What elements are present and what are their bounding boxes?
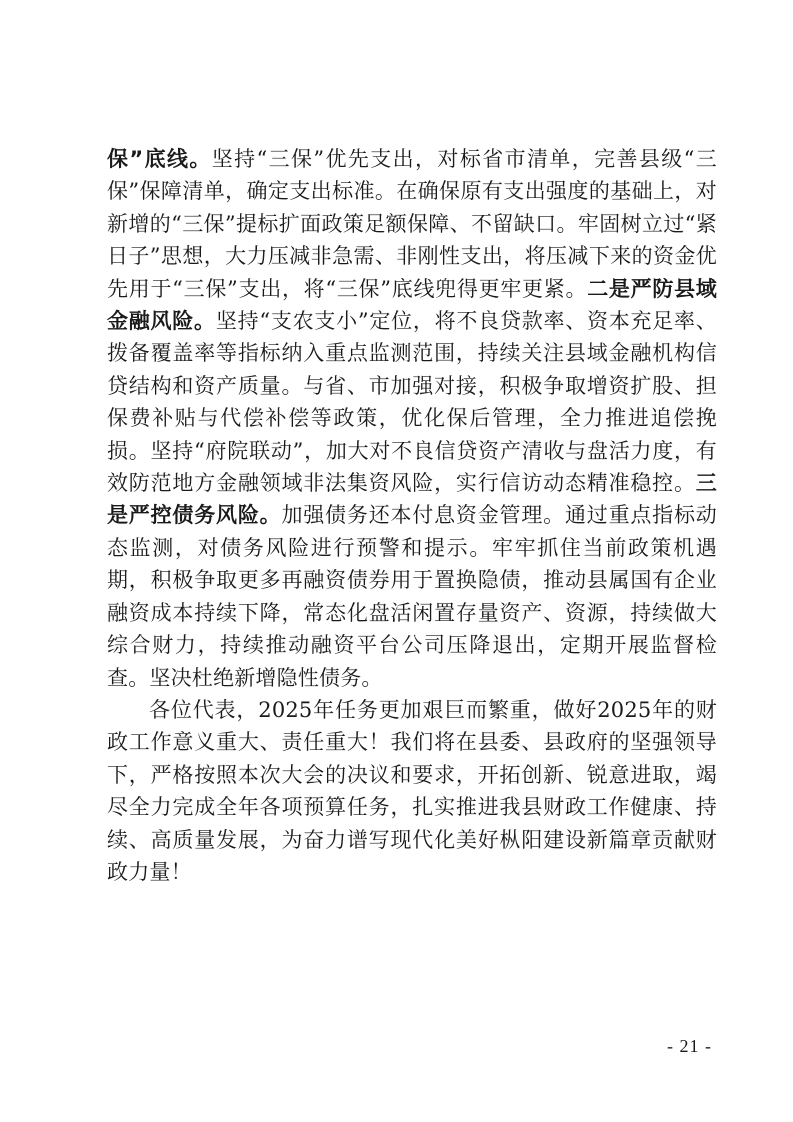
paragraph bbox=[107, 143, 717, 694]
paragraph-text: 加强债务还本付息资金管理。通过重点指标动态监测，对债务风险进行预警和提示。牢牢抓住当前政策机遇期，积极争取更多再融资债券用于置换隐债，推动县属国有企业融资成本持续下降，常态化盘活闲置存量资产、资源，持续做大综合财力，持续推动融资平台公司压降退出，定期开展监督检查。坚决杜绝新增隐性债务。 bbox=[107, 503, 718, 690]
paragraph-text: 各位代表，2025年任务更加艰巨而繁重，做好2025年的财政工作意义重大、责任重大！我们将在县委、县政府的坚强领导下，严格按照本次大会的决议和要求，开拓创新、锐意进取，竭尽全力完成全年各项预算任务，扎实推进我县财政工作健康、持续、高质量发展，为奋力谱写现代化美好枞阳建设新篇章贡献财政力量！ bbox=[107, 697, 717, 884]
paragraph-text: 坚持“支农支小”定位，将不良贷款率、资本充足率、拨备覆盖率等指标纳入重点监测范围，持续关注县域金融机构信贷结构和资产质量。与省、市加强对接，积极争取增资扩股、担保费补贴与代偿补偿等政策，优化保后管理，全力推进追偿挽损。坚持“府院联动”，加大对不良信贷资产清收与盘活力度，有效防范地方金融领域非法集资风险，实行信访动态精准稳控。 bbox=[107, 309, 717, 496]
paragraph-text: 坚持“三保”优先支出，对标省市清单，完善县级“三保”保障清单，确定支出标准。在确保原有支出强度的基础上，对新增的“三保”提标扩面政策足额保障、不留缺口。牢固树立过“紧日子”思想，大力压减非急需、非刚性支出，将压减下来的资金优先用于“三保”支出，将“三保”底线兜得更牢更紧。 bbox=[107, 147, 717, 301]
body-text bbox=[107, 143, 717, 888]
bold-heading: 二是严防县域金融风险。 bbox=[107, 276, 717, 334]
bold-heading: 三是严控债务风险。 bbox=[107, 471, 717, 528]
paragraph bbox=[107, 694, 717, 888]
bold-heading: 保”底线。 bbox=[107, 147, 212, 171]
page-number: - 21 - bbox=[667, 1036, 712, 1056]
